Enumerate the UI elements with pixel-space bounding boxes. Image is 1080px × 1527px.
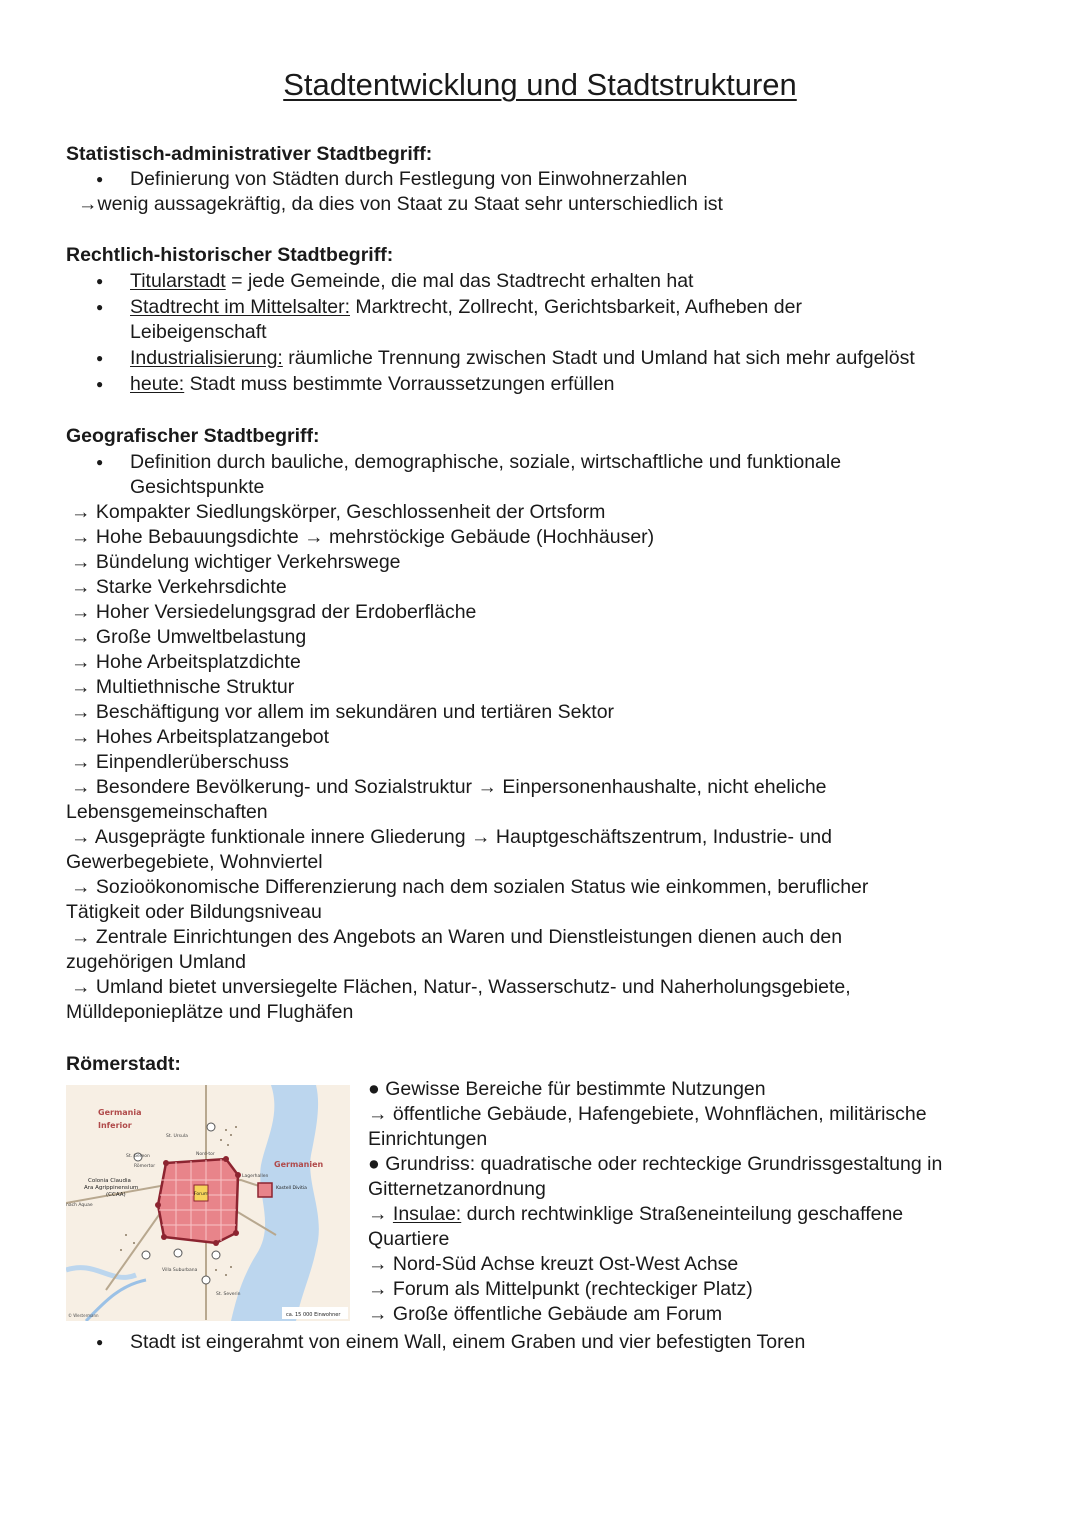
svg-text:Römertor: Römertor [134, 1164, 156, 1169]
svg-text:Lagerhallen: Lagerhallen [242, 1174, 269, 1179]
svg-text:Ara Agrippinensium: Ara Agrippinensium [84, 1185, 139, 1191]
list-item: → Hohe Bebauungsdichte → mehrstöckige Gebäude (Hochhäuser) [71, 526, 655, 548]
svg-text:St. Severin: St. Severin [216, 1292, 241, 1297]
svg-text:Nord-tor: Nord-tor [196, 1152, 215, 1157]
list-item: Gewerbegebiete, Wohnviertel [66, 851, 323, 873]
list-item: → Zentrale Einrichtungen des Angebots an Waren und Dienstleistungen dienen auch den [71, 926, 843, 948]
arrow-line: →wenig aussagekräftig, da dies von Staat zu Staat sehr unterschiedlich ist [78, 193, 723, 215]
list-item: → Große Umweltbelastung [71, 626, 307, 648]
roman-city-map [66, 1085, 350, 1321]
svg-text:Colonia Claudia: Colonia Claudia [88, 1178, 131, 1184]
bullet-continuation: Leibeigenschaft [130, 321, 267, 343]
list-item: → Einpendlerüberschuss [71, 751, 289, 773]
map-label-germanien: Germanien [274, 1160, 324, 1169]
map-scale-label: ca. 15 000 Einwohner [286, 1312, 341, 1318]
svg-text:Inferior: Inferior [98, 1121, 132, 1130]
list-item: → Bündelung wichtiger Verkehrswege [71, 551, 401, 573]
roemerstadt-text: ● Gewisse Bereiche für bestimmte Nutzungen → öffentliche Gebäude, Hafengebiete, Wohnflächen, militärische Einrichtungen ● Grundriss: quadratische oder rechteckige Grundrissgestaltung in Gitternetzanordnung → Insulae: durch rechtwinklige Straßeneinteilung geschaffene Quartiere → Nord-Süd Achse kreuzt Ost-West Achse → Forum als Mittelpunkt (rechteckiger Platz) → Große öffentliche Gebäude am Forum [368, 1078, 943, 1325]
svg-text:Villa Suburbana: Villa Suburbana [162, 1268, 198, 1273]
list-item: zugehörigen Umland [66, 951, 246, 973]
list-item: → Multiethnische Struktur [71, 676, 295, 698]
list-item: → Beschäftigung vor allem im sekundären und tertiären Sektor [71, 701, 615, 723]
bullet-item: ● Stadtrecht im Mittelsalter: Marktrecht, Zollrecht, Gerichtsbarkeit, Aufheben der [66, 295, 1026, 320]
bullet-item: ● heute: Stadt muss bestimmte Vorraussetzungen erfüllen [66, 372, 1026, 397]
bullet-continuation: Gesichtspunkte [130, 476, 265, 498]
list-item: → Hohe Arbeitsplatzdichte [71, 651, 301, 673]
section-heading: Geografischer Stadtbegriff: [66, 425, 320, 447]
bullet-item: ● Definierung von Städten durch Festlegung von Einwohnerzahlen [66, 167, 1026, 192]
section-geografisch [66, 424, 1026, 1025]
section-roemerstadt [66, 1052, 1026, 1077]
bullet-item: ● Industrialisierung: räumliche Trennung zwischen Stadt und Umland hat sich mehr aufgelöst [66, 346, 1026, 371]
bullet-item: ● Titularstadt = jede Gemeinde, die mal das Stadtrecht erhalten hat [66, 269, 1026, 294]
list-item: → Hohes Arbeitsplatzangebot [71, 726, 329, 748]
svg-text:St. Gereon: St. Gereon [126, 1154, 150, 1159]
svg-text:nach Aquae: nach Aquae [66, 1203, 93, 1208]
section-rechtlich [66, 243, 1026, 397]
list-item: Tätigkeit oder Bildungsniveau [66, 901, 322, 923]
list-item: Lebensgemeinschaften [66, 801, 268, 823]
svg-text:Forum: Forum [194, 1192, 209, 1197]
list-item: → Umland bietet unversiegelte Flächen, Natur-, Wasserschutz- und Naherholungsgebiete, [71, 976, 851, 998]
list-item: → Sozioökonomische Differenzierung nach dem sozialen Status wie einkommen, beruflicher [71, 876, 869, 898]
section-heading: Rechtlich-historischer Stadtbegriff: [66, 244, 394, 266]
roemerstadt-last-bullet [66, 1330, 1026, 1355]
list-item: → Starke Verkehrsdichte [71, 576, 287, 598]
list-item: → Kompakter Siedlungskörper, Geschlossenheit der Ortsform [71, 501, 606, 523]
feature-list [66, 500, 1026, 1025]
bullet-item: ● Definition durch bauliche, demographische, soziale, wirtschaftliche und funktionale [66, 450, 1026, 475]
svg-text:Kastell Divitia: Kastell Divitia [276, 1186, 307, 1191]
section-heading: Römerstadt: [66, 1053, 181, 1075]
bullet-item: ● Stadt ist eingerahmt von einem Wall, einem Graben und vier befestigten Toren [66, 1330, 1026, 1355]
svg-text:St. Ursula: St. Ursula [166, 1134, 188, 1139]
list-item: Mülldeponieplätze und Flughäfen [66, 1001, 354, 1023]
page-title: Stadtentwicklung und Stadtstrukturen [283, 67, 797, 102]
list-item: → Hoher Versiedelungsgrad der Erdoberfläche [71, 601, 477, 623]
list-item: → Besondere Bevölkerung- und Sozialstruktur → Einpersonenhaushalte, nicht eheliche [71, 776, 827, 798]
svg-text:(CCAA): (CCAA) [106, 1192, 126, 1198]
list-item: → Ausgeprägte funktionale innere Gliederung → Hauptgeschäftszentrum, Industrie- und [71, 826, 832, 848]
section-heading: Statistisch-administrativer Stadtbegriff: [66, 143, 433, 165]
svg-text:© Westermann: © Westermann [68, 1313, 99, 1318]
map-label-germania-inferior: Germania [98, 1108, 142, 1117]
section-statistisch [66, 142, 1026, 217]
